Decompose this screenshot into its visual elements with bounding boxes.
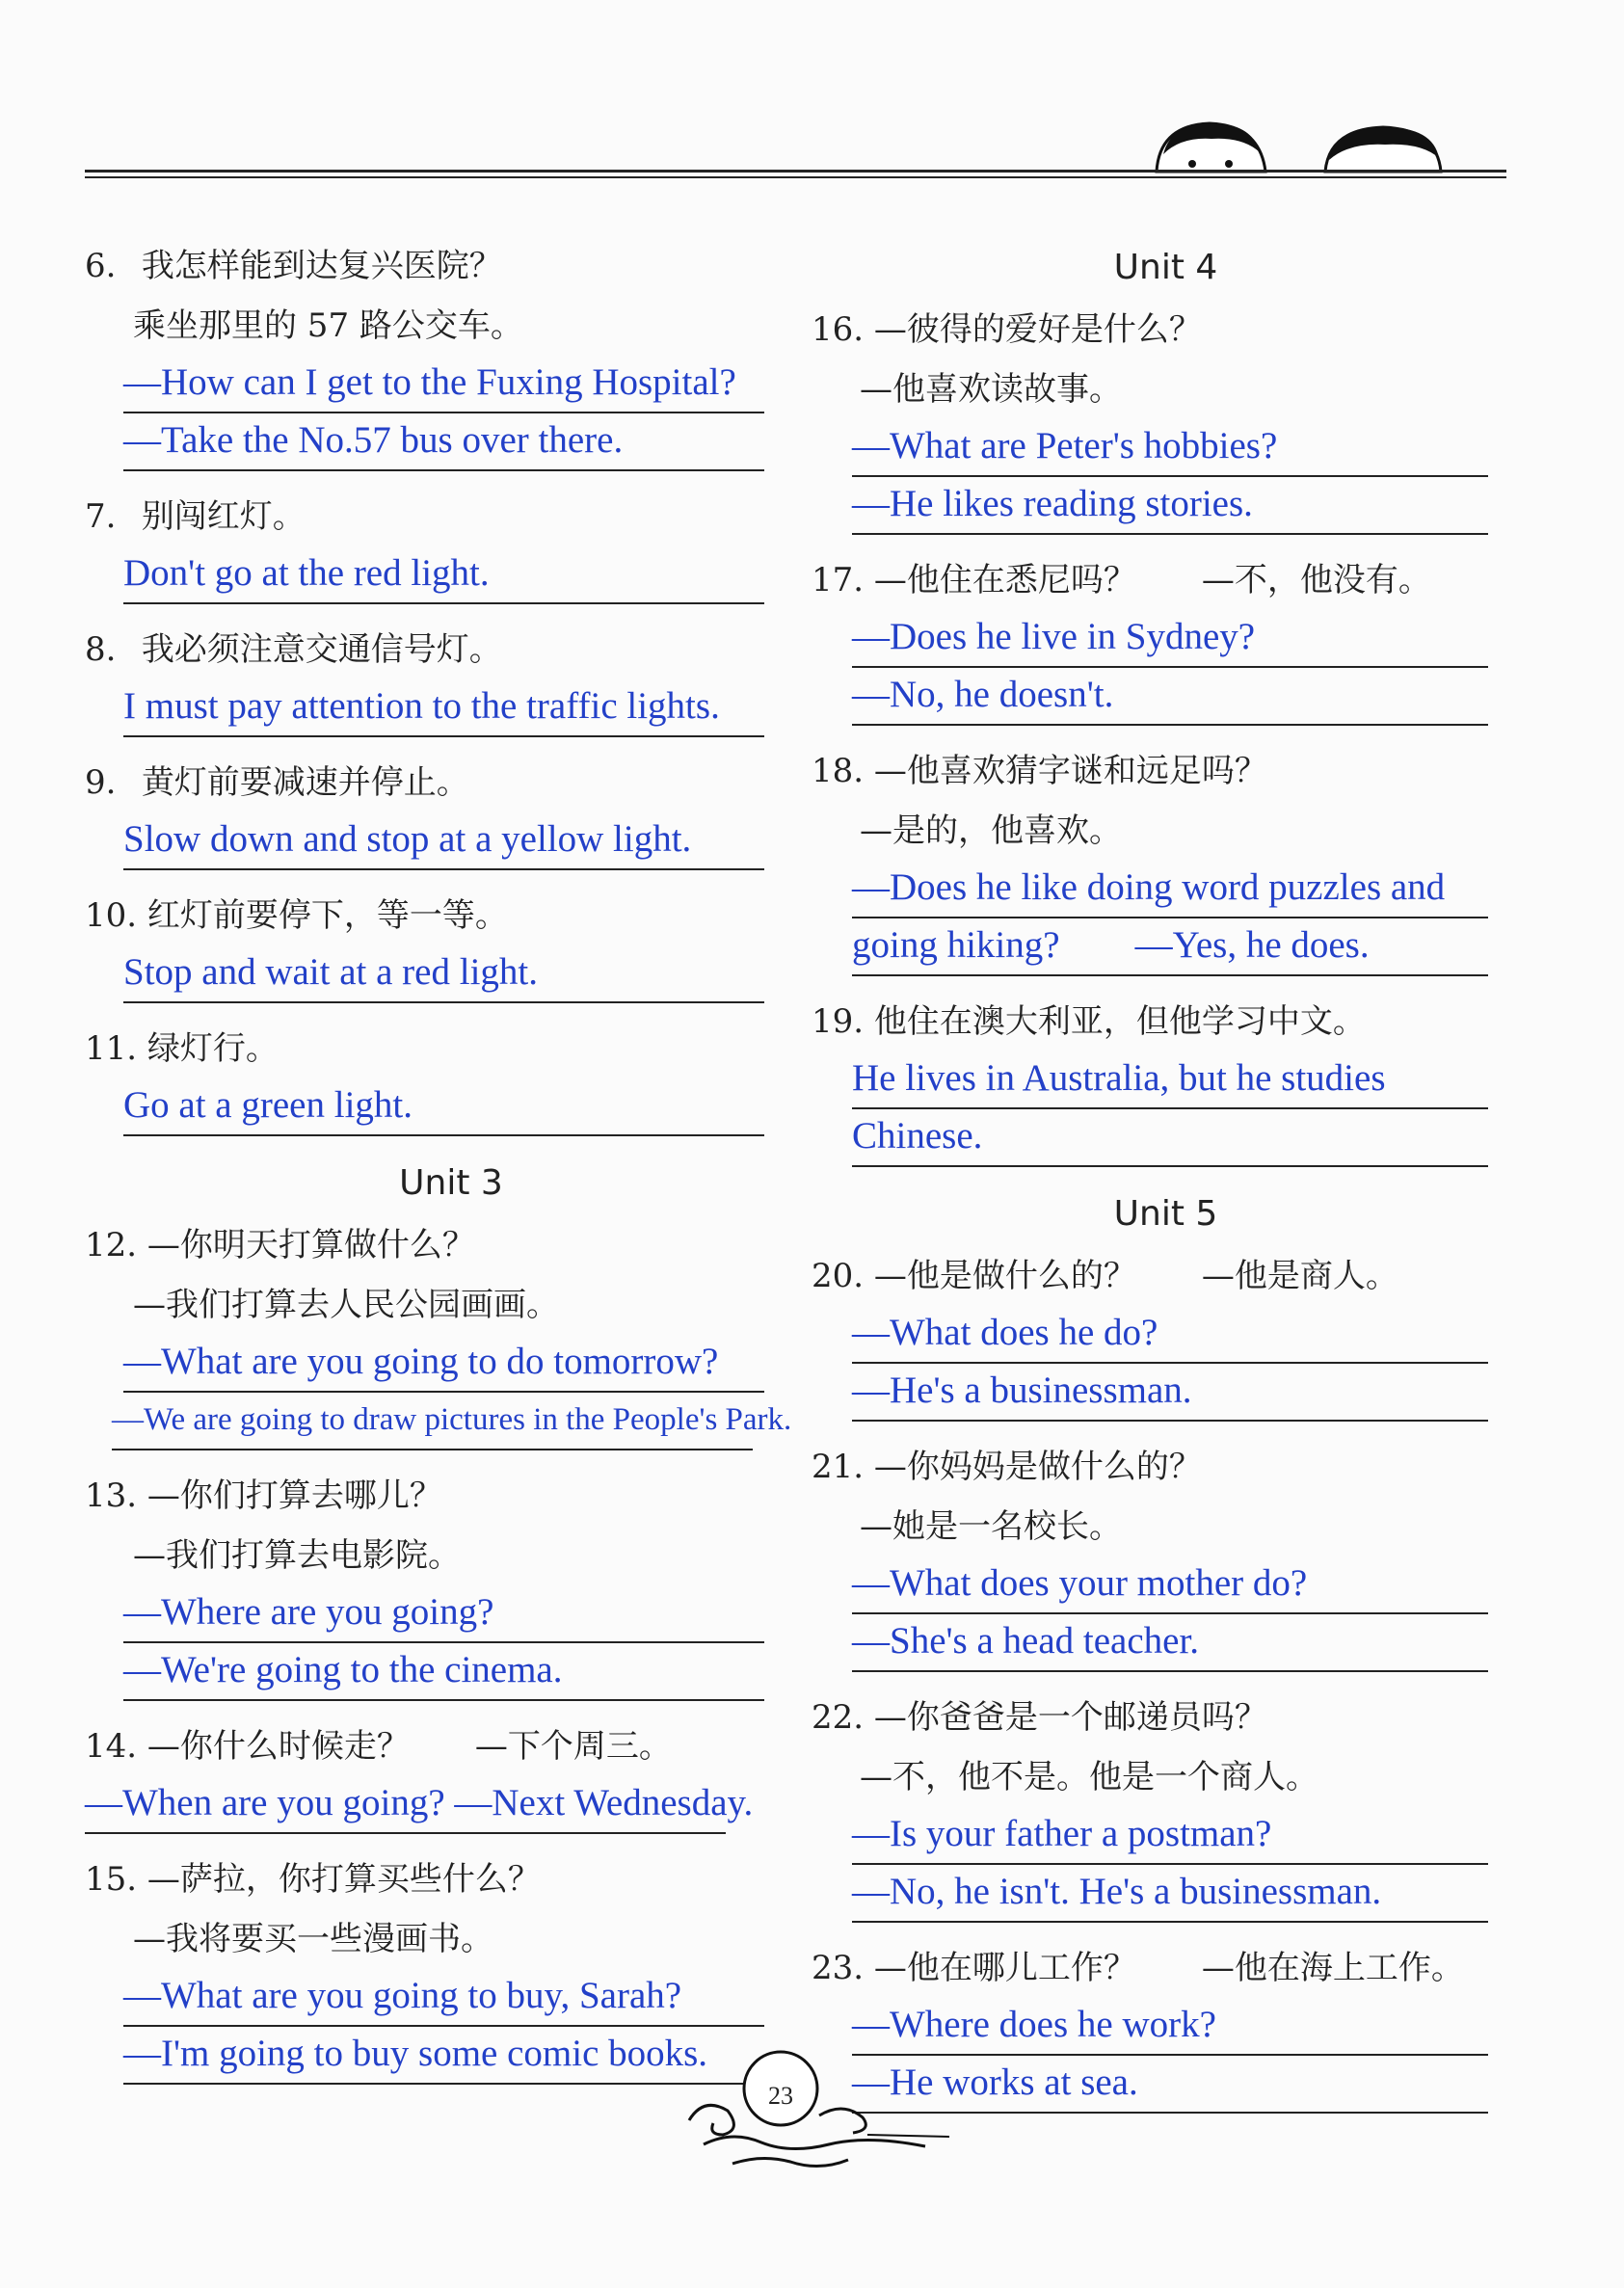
question-number: 13. xyxy=(85,1477,138,1515)
answer-line: —What does he do? xyxy=(852,1306,1488,1364)
question-19 xyxy=(812,992,1520,1167)
question-text: —你们打算去哪儿？ xyxy=(146,1477,442,1515)
answer-line: Stop and wait at a red light. xyxy=(123,945,764,1003)
question-text: 绿灯行。 xyxy=(146,1029,279,1068)
question-text: 我必须注意交通信号灯。 xyxy=(141,630,502,669)
question-text: —萨拉，你打算买些什么？ xyxy=(146,1860,541,1899)
question-prompt xyxy=(85,1849,817,1909)
question-subtext: —我们打算去人民公园画画。 xyxy=(133,1286,559,1324)
unit-heading: Unit 4 xyxy=(1113,248,1218,287)
right-column xyxy=(812,236,1520,2114)
question-subtext: —是的，他喜欢。 xyxy=(860,811,1122,850)
question-number: 15. xyxy=(85,1860,138,1899)
question-text: —他喜欢猜字谜和远足吗？ xyxy=(873,752,1267,790)
question-number: 18. xyxy=(812,752,865,790)
question-prompt xyxy=(812,741,1520,801)
question-number: 12. xyxy=(85,1226,138,1264)
question-prompt xyxy=(812,1938,1520,1998)
question-subtext: —她是一名校长。 xyxy=(860,1507,1122,1546)
question-number: 7. xyxy=(85,497,117,536)
question-13 xyxy=(85,1466,817,1701)
question-text: 他住在澳大利亚，但他学习中文。 xyxy=(873,1002,1366,1041)
question-subtext: —他喜欢读故事。 xyxy=(860,370,1122,409)
question-number: 20. xyxy=(812,1257,865,1295)
answer-line: —When are you going? —Next Wednesday. xyxy=(85,1776,726,1834)
question-number: 10. xyxy=(85,896,138,935)
question-text: 别闯红灯。 xyxy=(141,497,306,536)
question-number: 23. xyxy=(812,1949,865,1987)
question-text: —你妈妈是做什么的？ xyxy=(873,1448,1202,1486)
question-prompt xyxy=(812,1437,1520,1497)
header-rule xyxy=(85,170,1506,173)
question-20 xyxy=(812,1246,1520,1422)
question-number: 6. xyxy=(85,247,117,285)
answer-line: —What are you going to do tomorrow? xyxy=(123,1335,764,1393)
question-21 xyxy=(812,1437,1520,1672)
question-number: 16. xyxy=(812,310,865,349)
question-prompt xyxy=(812,1688,1520,1747)
question-22 xyxy=(812,1688,1520,1923)
question-prompt xyxy=(85,1215,817,1275)
question-text: —你明天打算做什么？ xyxy=(146,1226,475,1264)
answer-line: Don't go at the red light. xyxy=(123,546,764,604)
question-prompt xyxy=(85,753,817,812)
question-text: —他住在悉尼吗？ —不，他没有。 xyxy=(873,561,1431,599)
question-9 xyxy=(85,753,817,870)
answer-line: —How can I get to the Fuxing Hospital? xyxy=(123,356,764,413)
answer-line: Slow down and stop at a yellow light. xyxy=(123,812,764,870)
question-prompt xyxy=(85,1019,817,1078)
question-text: —你爸爸是一个邮递员吗？ xyxy=(873,1698,1267,1737)
question-text: —他是做什么的？ —他是商人。 xyxy=(873,1257,1398,1295)
header-rule-thin xyxy=(85,176,1506,178)
answer-line: —Where does he work? xyxy=(852,1998,1488,2056)
cartoon-faces-icon xyxy=(1152,116,1460,175)
cloud-ornament-icon xyxy=(675,2038,954,2183)
page-number: 23 xyxy=(768,2082,793,2110)
question-prompt xyxy=(85,1466,817,1526)
answer-line: I must pay attention to the traffic lights. xyxy=(123,679,764,737)
question-number: 17. xyxy=(812,561,865,599)
question-prompt xyxy=(812,550,1520,610)
answer-line: —He's a businessman. xyxy=(852,1364,1488,1422)
answer-line: —What does your mother do? xyxy=(852,1556,1488,1614)
question-prompt xyxy=(812,992,1520,1051)
answer-line: —Take the No.57 bus over there. xyxy=(123,413,764,471)
answer-line: —What are Peter's hobbies? xyxy=(852,419,1488,477)
answer-line: —No, he isn't. He's a businessman. xyxy=(852,1865,1488,1923)
question-prompt xyxy=(85,487,817,546)
question-text: —彼得的爱好是什么？ xyxy=(873,310,1202,349)
question-6 xyxy=(85,236,817,471)
answer-line: —Where are you going? xyxy=(123,1585,764,1643)
question-number: 11. xyxy=(85,1029,138,1068)
left-column xyxy=(85,236,817,2085)
question-text: —他在哪儿工作？ —他在海上工作。 xyxy=(873,1949,1464,1987)
question-prompt xyxy=(85,886,817,945)
question-14 xyxy=(85,1716,817,1834)
answer-line: —I'm going to buy some comic books. xyxy=(123,2027,764,2085)
answer-line: going hiking? —Yes, he does. xyxy=(852,918,1488,976)
question-prompt xyxy=(812,1246,1520,1306)
question-subtext: —我们打算去电影院。 xyxy=(133,1536,461,1575)
answer-line: —He works at sea. xyxy=(852,2056,1488,2114)
question-text: 我怎样能到达复兴医院？ xyxy=(141,247,502,285)
answer-line: Chinese. xyxy=(852,1109,1488,1167)
question-number: 9. xyxy=(85,763,117,802)
question-number: 21. xyxy=(812,1448,865,1486)
question-text: —你什么时候走？ —下个周三。 xyxy=(146,1727,672,1766)
answer-line: —He likes reading stories. xyxy=(852,477,1488,535)
question-7 xyxy=(85,487,817,604)
question-number: 8. xyxy=(85,630,117,669)
answer-line: —Does he like doing word puzzles and xyxy=(852,861,1488,918)
question-prompt xyxy=(85,236,817,296)
answer-line: —She's a head teacher. xyxy=(852,1614,1488,1672)
answer-line: Go at a green light. xyxy=(123,1078,764,1136)
question-prompt xyxy=(85,620,817,679)
question-10 xyxy=(85,886,817,1003)
question-number: 14. xyxy=(85,1727,138,1766)
question-12 xyxy=(85,1215,817,1450)
answer-line: —No, he doesn't. xyxy=(852,668,1488,726)
answer-line: —Does he live in Sydney? xyxy=(852,610,1488,668)
question-18 xyxy=(812,741,1520,976)
unit-heading: Unit 3 xyxy=(399,1163,503,1203)
question-16 xyxy=(812,300,1520,535)
question-17 xyxy=(812,550,1520,726)
question-prompt xyxy=(812,300,1520,359)
question-8 xyxy=(85,620,817,737)
question-number: 22. xyxy=(812,1698,865,1737)
question-subtext: —不，他不是。他是一个商人。 xyxy=(860,1758,1318,1796)
answer-line: —Is your father a postman? xyxy=(852,1807,1488,1865)
question-subtext: —我将要买一些漫画书。 xyxy=(133,1920,493,1958)
question-11 xyxy=(85,1019,817,1136)
answer-line: —What are you going to buy, Sarah? xyxy=(123,1969,764,2027)
question-text: 黄灯前要减速并停止。 xyxy=(141,763,469,802)
unit-heading: Unit 5 xyxy=(1113,1194,1218,1234)
question-text: 红灯前要停下，等一等。 xyxy=(146,896,508,935)
answer-line: He lives in Australia, but he studies xyxy=(852,1051,1488,1109)
question-prompt xyxy=(85,1716,817,1776)
question-subtext: 乘坐那里的 57 路公交车。 xyxy=(133,306,523,345)
question-number: 19. xyxy=(812,1002,865,1041)
answer-line: —We're going to the cinema. xyxy=(123,1643,764,1701)
answer-line: —We are going to draw pictures in the People's Park. xyxy=(112,1393,753,1450)
